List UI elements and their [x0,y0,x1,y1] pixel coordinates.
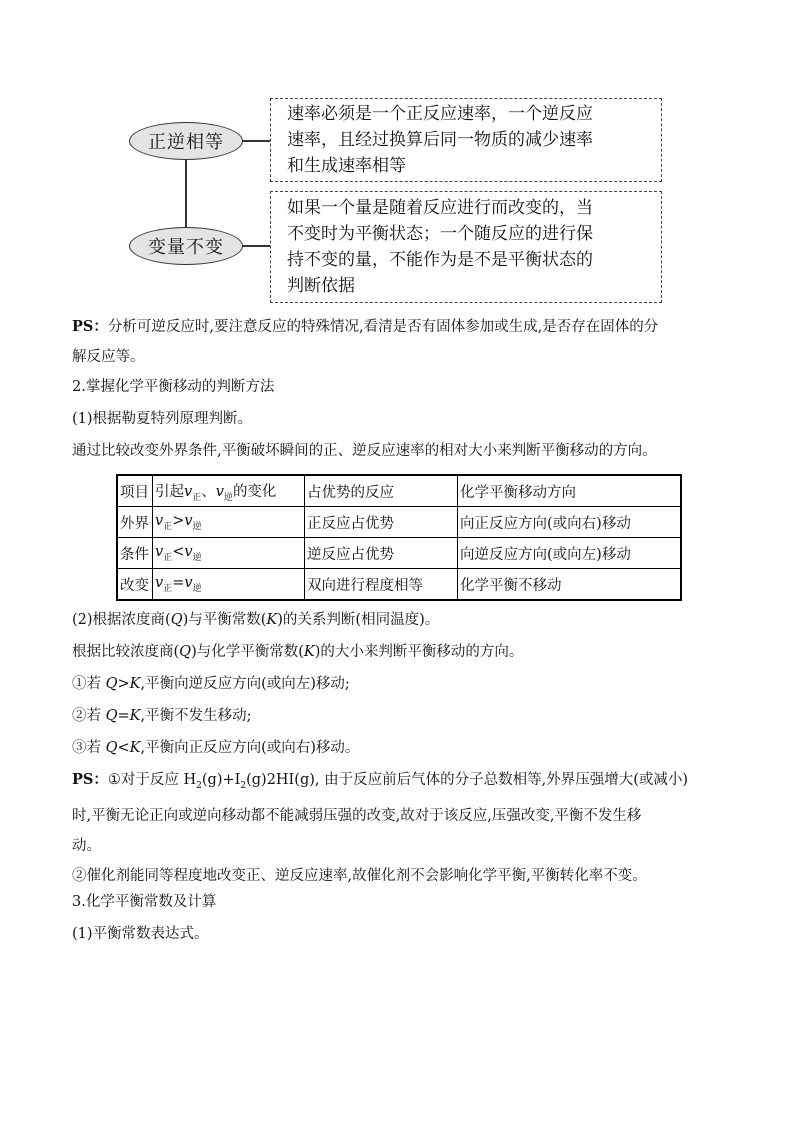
row-label: 改变 [117,569,153,601]
table-row [117,538,681,569]
section-3-title: 3.化学平衡常数及计算 [72,894,217,910]
list-item: ①若 Q>K,平衡向逆反应方向(或向左)移动; [72,676,350,692]
ps1-text-cont: 解反应等。 [72,349,145,365]
rate-relation: $v_正=v_逆$ [153,569,305,601]
subsection-2-desc: 根据比较浓度商(Q)与化学平衡常数(K)的大小来判断平衡移动的方向。 [72,644,524,660]
dominant-reaction: 双向进行程度相等 [305,569,458,601]
shift-direction: 向逆反应方向(或向左)移动 [458,538,682,569]
node-invariant-label: 变量不变 [148,237,224,258]
ps1-text: 分析可逆反应时,要注意反应的特殊情况,看清是否有固体参加或生成,是否存在固体的分 [107,319,659,335]
ps-label: PS： [72,771,108,788]
subsection-3-title: (1)平衡常数表达式。 [72,926,209,942]
list-item: ③若 Q<K,平衡向正反应方向(或向右)移动。 [72,740,360,756]
row-label: 条件 [117,538,153,569]
shift-direction: 化学平衡不移动 [458,569,682,601]
box-equal-rates [270,98,662,182]
list-item: ②若 Q=K,平衡不发生移动; [72,708,252,724]
connector-vertical [185,158,187,234]
node-invariant [129,227,243,265]
box2-line: 不变时为平衡状态；一个随反应的进行保 [287,224,593,244]
box1-line: 速率必须是一个正反应速率，一个逆反应 [287,104,593,124]
header-direction: 化学平衡移动方向 [458,475,682,507]
rate-relation: $v_正<v_逆$ [153,538,305,569]
header-rate-change: 引起$v_正$、$v_逆$的变化 [153,475,305,507]
node-equal-rates [129,122,243,160]
header-item: 项目 [117,475,153,507]
ps-label: PS： [72,318,108,335]
section-2-title: 2.掌握化学平衡移动的判断方法 [72,379,275,395]
header-dominant: 占优势的反应 [305,475,458,507]
box2-line: 如果一个量是随着反应进行而改变的，当 [287,198,593,218]
dominant-reaction: 正反应占优势 [305,507,458,538]
ps-note-1 [72,312,724,372]
subsection-2-title: (2)根据浓度商(Q)与平衡常数(K)的关系判断(相同温度)。 [72,612,440,628]
connector-h1 [242,140,270,142]
dominant-reaction: 逆反应占优势 [305,538,458,569]
rate-relation: $v_正>v_逆$ [153,507,305,538]
box1-line: 速率，且经过换算后同一物质的减少速率 [287,130,593,150]
subsection-1-title: (1)根据勒夏特列原理判断。 [72,411,253,427]
shift-direction: 向正反应方向(或向右)移动 [458,507,682,538]
connector-h2 [242,245,270,247]
ps-note-2: PS：①对于反应 $H_2(g)+I_2(g)2HI(g)$, 由于反应前后气体的分子总数相等,外界压强增大(或减小) 时,平衡无论正向或逆向移动都不能减弱压强的改变,故对于该反应,压强改变,平衡不发生移 动。 ②催化剂能同等程度地改变正、逆反应速率,故催化剂不会影响化学平衡,平衡转化率不变。 [72,771,689,884]
table-header-row [117,475,681,507]
box-invariant [270,191,662,303]
table-row [117,569,681,601]
equilibrium-shift-table [116,474,682,601]
table-row [117,507,681,538]
box2-line: 持不变的量，不能作为是不是平衡状态的 [287,250,593,270]
subsection-1-desc: 通过比较改变外界条件,平衡破坏瞬间的正、逆反应速率的相对大小来判断平衡移动的方向。 [72,443,657,459]
box1-line: 和生成速率相等 [287,156,406,176]
node-equal-rates-label: 正逆相等 [148,132,224,153]
box2-line: 判断依据 [287,276,355,296]
row-label: 外界 [117,507,153,538]
